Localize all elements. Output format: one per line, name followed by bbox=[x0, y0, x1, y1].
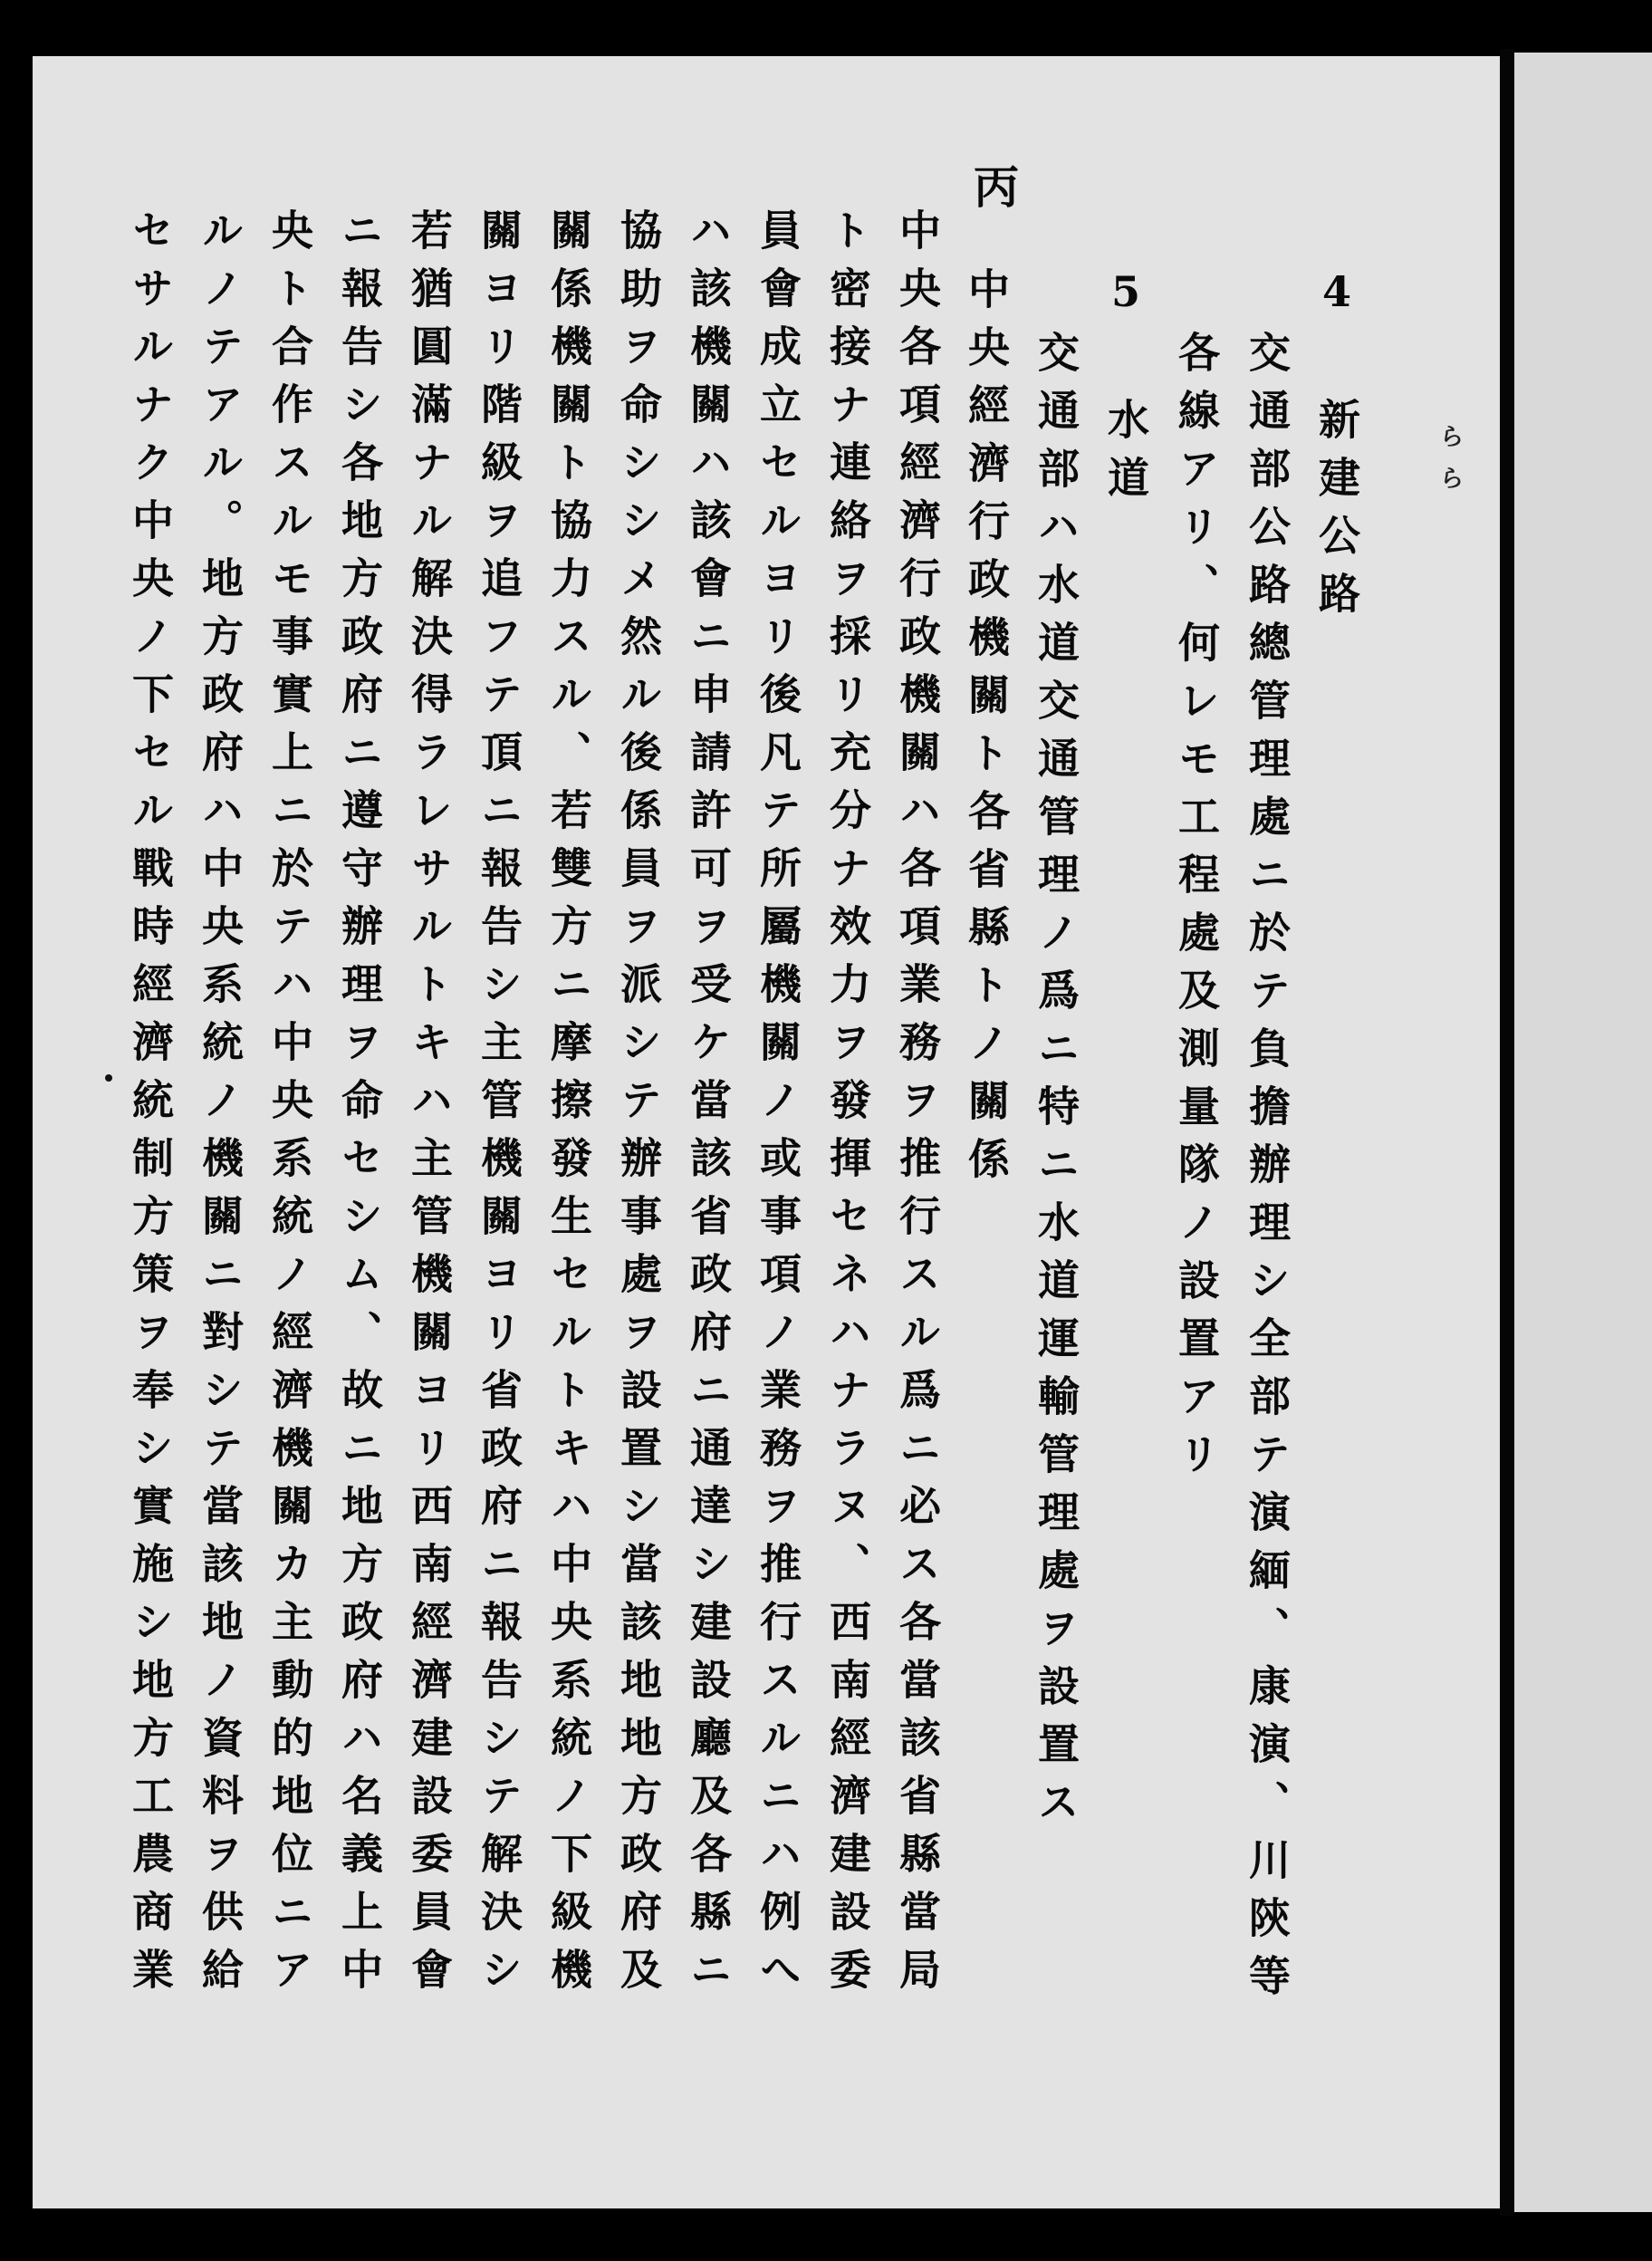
text-column-9: 員會成立セルヨリ後凡テ所屬機關ノ或事項ノ業務ヲ推行スルニハ例へ bbox=[754, 208, 802, 2006]
text-column-16: 央ト合作スルモ事實上ニ於テハ中央系統ノ經濟機關カ主動的地位ニア bbox=[265, 208, 314, 2006]
text-column-6: 中央經濟行政機關ト各省縣トノ關係 bbox=[962, 267, 1011, 1195]
text-column-13: 關ヨリ階級ヲ追フテ頂ニ報告シ主管機關ヨリ省政府ニ報告シテ解決シ bbox=[475, 208, 523, 2006]
text-column-7: 中央各項經濟行政機關ハ各項業務ヲ推行スル爲ニ必ス各當該省縣當局 bbox=[893, 208, 942, 2006]
margin-mark: ら bbox=[1440, 466, 1465, 493]
text-column-12: 關係機關ト協力スル、若雙方ニ摩擦發生セルトキハ中央系統ノ下級機 bbox=[544, 208, 593, 2006]
text-column-14: 若猶圓滿ナル解決得ラレサルトキハ主管機關ヨリ西南經濟建設委員會 bbox=[405, 208, 454, 2006]
text-column-3: 各線アリ、何レモ工程處及測量隊ノ設置アリ bbox=[1172, 331, 1221, 1490]
binding-fold-line bbox=[1500, 49, 1514, 2216]
text-column-11: 協助ヲ命シシメ然ル後係員ヲ派シテ辦事處ヲ設置シ當該地地方政府及 bbox=[614, 208, 663, 2006]
text-column-8: ト密接ナ連絡ヲ採リ充分ナ效力ヲ發揮セネハナラヌ、西南經濟建設委 bbox=[823, 208, 872, 2006]
ink-speck bbox=[105, 1074, 112, 1082]
vertical-text-body bbox=[127, 163, 1377, 2083]
text-column-2: 交通部公路總管理處ニ於テ負擔辦理シ全部テ演緬、康演、川陝等 bbox=[1243, 331, 1292, 2012]
text-column-18: セサルナク中央ノ下セル戰時經濟統制方策ヲ奉シ實施シ地方工農商業 bbox=[126, 208, 175, 2006]
section-heading: 丙 bbox=[966, 163, 1020, 208]
text-column-5: 交通部ハ水道交通管理ノ爲ニ特ニ水道運輸管理處ヲ設置ス bbox=[1032, 331, 1081, 1838]
text-column-15: ニ報告シ各地方政府ニ遵守辦理ヲ命セシム、故ニ地方政府ハ名義上中 bbox=[335, 208, 384, 2006]
text-column-10: ハ該機關ハ該會ニ申請許可ヲ受ケ當該省政府ニ通達シ建設廳及各縣ニ bbox=[684, 208, 733, 2006]
text-column-1: 4 新建公路 bbox=[1312, 267, 1361, 630]
text-column-4: 5 水道 bbox=[1101, 267, 1150, 514]
margin-marks bbox=[1440, 417, 1494, 544]
adjacent-page-edge bbox=[1514, 53, 1652, 2212]
text-column-17: ルノテアル。地方政府ハ中央系統ノ機關ニ對シテ當該地ノ資料ヲ供給 bbox=[196, 208, 245, 2006]
margin-mark: ら bbox=[1440, 424, 1465, 451]
